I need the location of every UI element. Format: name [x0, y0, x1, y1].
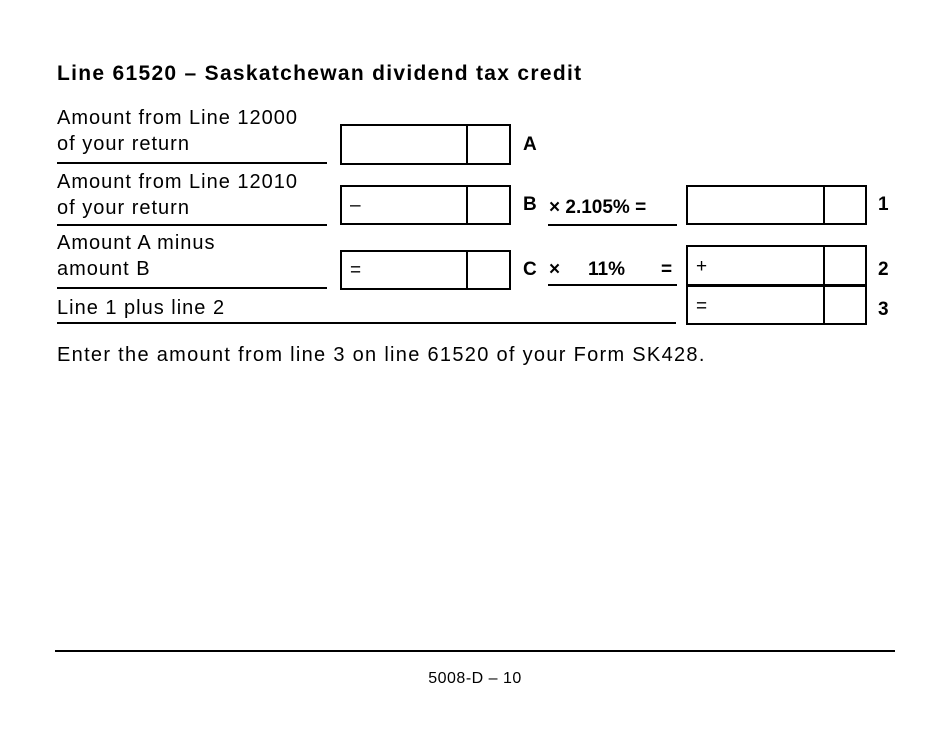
row-a-label-line1: Amount from Line 12000: [57, 107, 299, 129]
amount-c-cents[interactable]: [466, 252, 468, 288]
amount-b-sign: –: [350, 195, 361, 216]
amount-c-field[interactable]: [340, 250, 511, 290]
row-c-label-line1: Amount A minus: [57, 232, 216, 254]
multiplier-b-rule: [548, 224, 677, 226]
line-1-field[interactable]: [686, 185, 867, 225]
line-1-cents[interactable]: [823, 187, 825, 223]
row-c-label: [57, 230, 216, 282]
row-a-label-line2: of your return: [57, 133, 190, 155]
row-b-label-line1: Amount from Line 12010: [57, 171, 299, 193]
footer-rule: [55, 650, 895, 652]
row-3-label-line1: Line 1 plus line 2: [57, 297, 226, 319]
line-3-cents[interactable]: [823, 287, 825, 323]
instruction-note: Enter the amount from line 3 on line 61520 of your Form SK428.: [57, 344, 706, 366]
row-3-rule: [57, 322, 676, 324]
row-a-label: [57, 105, 298, 157]
line-3-sign: =: [696, 296, 708, 317]
letter-b: B: [523, 194, 537, 215]
multiplier-b: × 2.105% =: [549, 197, 647, 218]
row-b-rule: [57, 224, 327, 226]
amount-c-sign: =: [350, 260, 362, 281]
multiplier-c-equals: =: [661, 259, 673, 280]
amount-a-field[interactable]: [340, 124, 511, 165]
row-b-label-line2: of your return: [57, 197, 190, 219]
row-b-label: [57, 169, 298, 221]
amount-b-cents[interactable]: [466, 187, 468, 223]
row-3-label: [57, 295, 225, 321]
multiplier-c-rate: 11%: [588, 259, 625, 280]
row-a-rule: [57, 162, 327, 164]
amount-a-cents[interactable]: [466, 126, 468, 163]
line-number-3: 3: [878, 299, 889, 320]
multiplier-c-rule: [548, 284, 677, 286]
row-c-label-line2: amount B: [57, 258, 151, 280]
line-2-cents[interactable]: [823, 247, 825, 284]
letter-c: C: [523, 259, 537, 280]
line-3-field[interactable]: [686, 285, 867, 325]
amount-b-field[interactable]: [340, 185, 511, 225]
section-title: Line 61520 – Saskatchewan dividend tax credit: [57, 62, 583, 85]
row-c-rule: [57, 287, 327, 289]
line-2-field[interactable]: [686, 245, 867, 286]
letter-a: A: [523, 134, 537, 155]
line-number-2: 2: [878, 259, 889, 280]
page-footer: 5008-D – 10: [428, 670, 522, 687]
line-number-1: 1: [878, 194, 889, 215]
line-2-sign: +: [696, 256, 708, 277]
multiplier-c-symbol: ×: [549, 259, 561, 280]
